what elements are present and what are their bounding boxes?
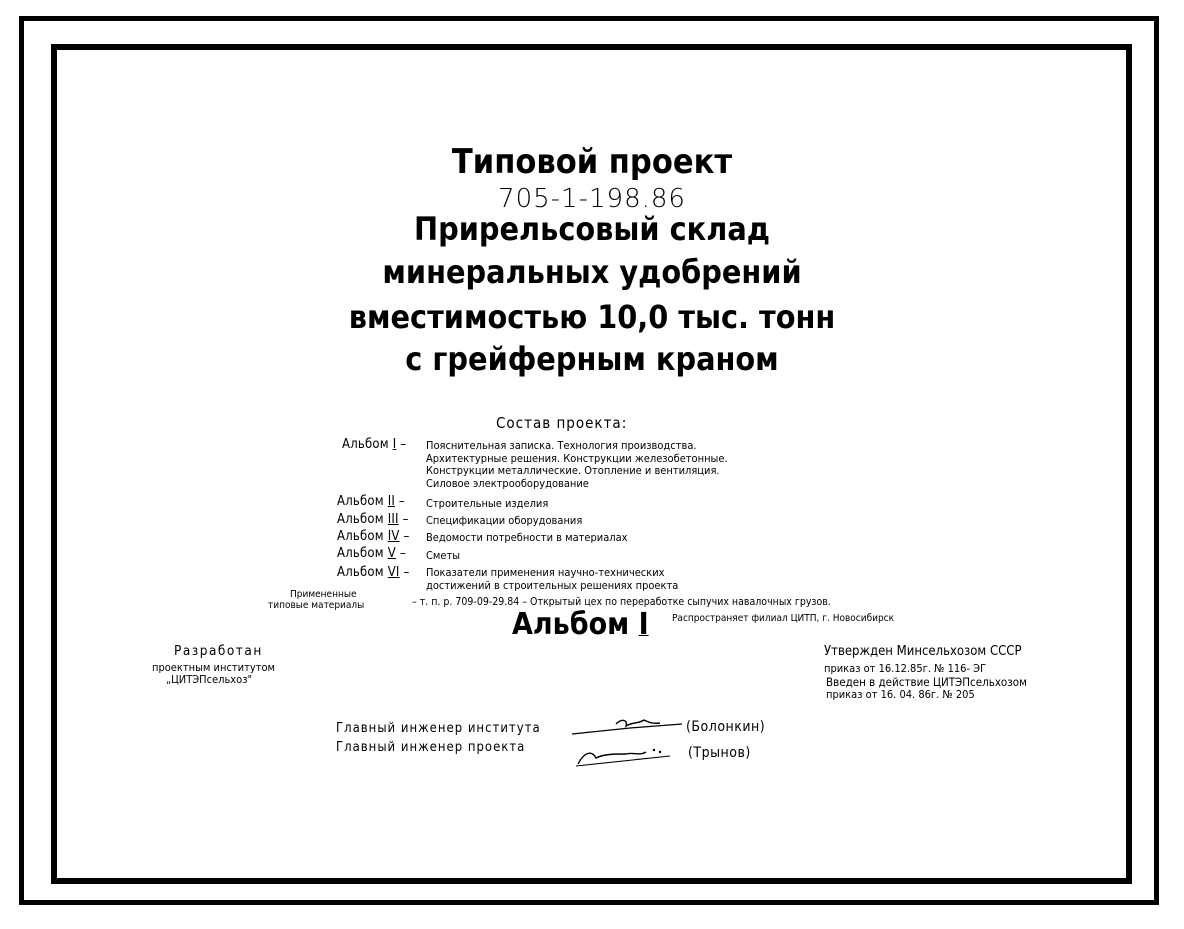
distribution-note: Распространяет филиал ЦИТП, г. Новосибирск [672,613,895,624]
signature-name-2: (Трынов) [688,745,751,761]
composition-heading: Состав проекта: [496,414,628,432]
album-4-label: Альбом IV – [337,529,410,544]
developed-line-2: „ЦИТЭПсельхоз" [166,673,253,686]
applied-text: – т. п. р. 709-09-29.84 – Открытый цех по переработке сыпучих навалочных грузов. [412,596,831,608]
album-3-description: Спецификации оборудования [426,514,583,527]
developed-line-1: проектным институтом [152,661,275,674]
album-title: Альбом I [512,607,649,642]
album-5-description: Сметы [426,549,461,562]
album-6-label: Альбом VI – [337,565,410,580]
subtitle-line-2: минеральных удобрений [382,253,802,291]
signature-2-icon [574,740,684,770]
album-3-label: Альбом III – [337,512,409,527]
subtitle-line-3: вместимостью 10,0 тыс. тонн [348,298,836,336]
subtitle-line-1: Прирельсовый склад [414,210,770,248]
title: Типовой проект [451,142,733,182]
approved-line-4: приказ от 16. 04. 86г. № 205 [826,688,975,701]
album-5-label: Альбом V – [337,546,406,561]
approved-line-3: Введен в действие ЦИТЭПсельхозом [826,675,1027,689]
album-6-description: Показатели применения научно-технических достижений в строительных решениях проекта [426,566,679,592]
signature-role-1: Главный инженер института [336,721,541,736]
album-1-description: Пояснительная записка. Технология производства. Архитектурные решения. Конструкции железобетонные. Конструкции металлические. Отопление и вентиляция. Силовое электрооборудование [426,439,728,490]
subtitle-line-4: с грейферным краном [405,340,779,378]
signature-name-1: (Болонкин) [686,719,766,735]
album-4-description: Ведомости потребности в материалах [426,531,628,544]
album-2-label: Альбом II – [337,494,405,509]
approved-line-2: приказ от 16.12.85г. № 116- ЭГ [824,662,987,675]
album-2-description: Строительные изделия [426,497,549,510]
approved-line-1: Утвержден Минсельхозом СССР [824,644,1022,659]
signature-1-icon [570,712,686,742]
applied-label-2: типовые материалы [268,600,365,611]
project-code: 705-1-198.86 [498,184,686,214]
signature-role-2: Главный инженер проекта [336,740,526,755]
album-1-label: Альбом I – [342,437,407,452]
applied-label-1: Примененные [290,589,357,600]
developed-title: Разработан [174,643,263,659]
